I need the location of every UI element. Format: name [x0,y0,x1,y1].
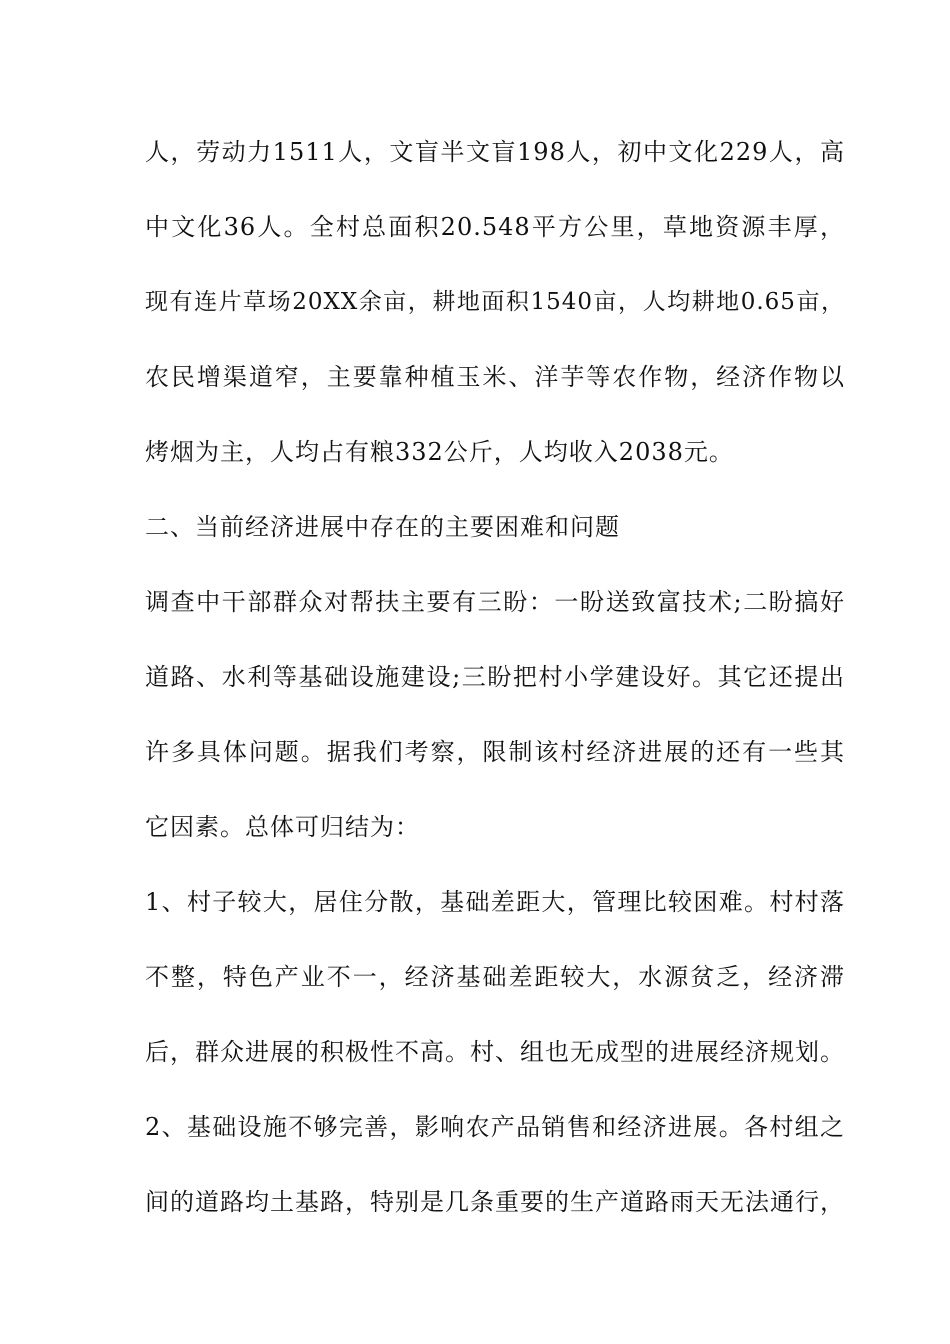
body-line-7: 调查中干部群众对帮扶主要有三盼：一盼送致富技术;二盼搞好 [145,588,845,616]
section-heading: 二、当前经济进展中存在的主要困难和问题 [145,513,620,541]
body-line-11: 1、村子较大，居住分散，基础差距大，管理比较困难。村村落 [145,888,845,916]
body-line-4: 农民增渠道窄，主要靠种植玉米、洋芋等农作物，经济作物以 [145,363,845,391]
body-line-5: 烤烟为主，人均占有粮332公斤，人均收入2038元。 [145,438,734,466]
body-line-10: 它因素。总体可归结为： [145,813,420,841]
body-line-13: 后，群众进展的积极性不高。村、组也无成型的进展经济规划。 [145,1038,845,1066]
body-line-1: 人，劳动力1511人，文盲半文盲198人，初中文化229人，高 [145,138,845,166]
body-line-9: 许多具体问题。据我们考察，限制该村经济进展的还有一些其 [145,738,845,766]
body-line-12: 不整，特色产业不一，经济基础差距较大，水源贫乏，经济滞 [145,963,845,991]
body-line-8: 道路、水利等基础设施建设;三盼把村小学建设好。其它还提出 [145,663,845,691]
body-line-2: 中文化36人。全村总面积20.548平方公里，草地资源丰厚， [145,213,845,241]
body-line-3: 现有连片草场20XX余亩，耕地面积1540亩，人均耕地0.65亩， [145,289,845,315]
body-line-14: 2、基础设施不够完善，影响农产品销售和经济进展。各村组之 [145,1113,845,1141]
body-line-15: 间的道路均土基路，特别是几条重要的生产道路雨天无法通行， [145,1188,845,1216]
